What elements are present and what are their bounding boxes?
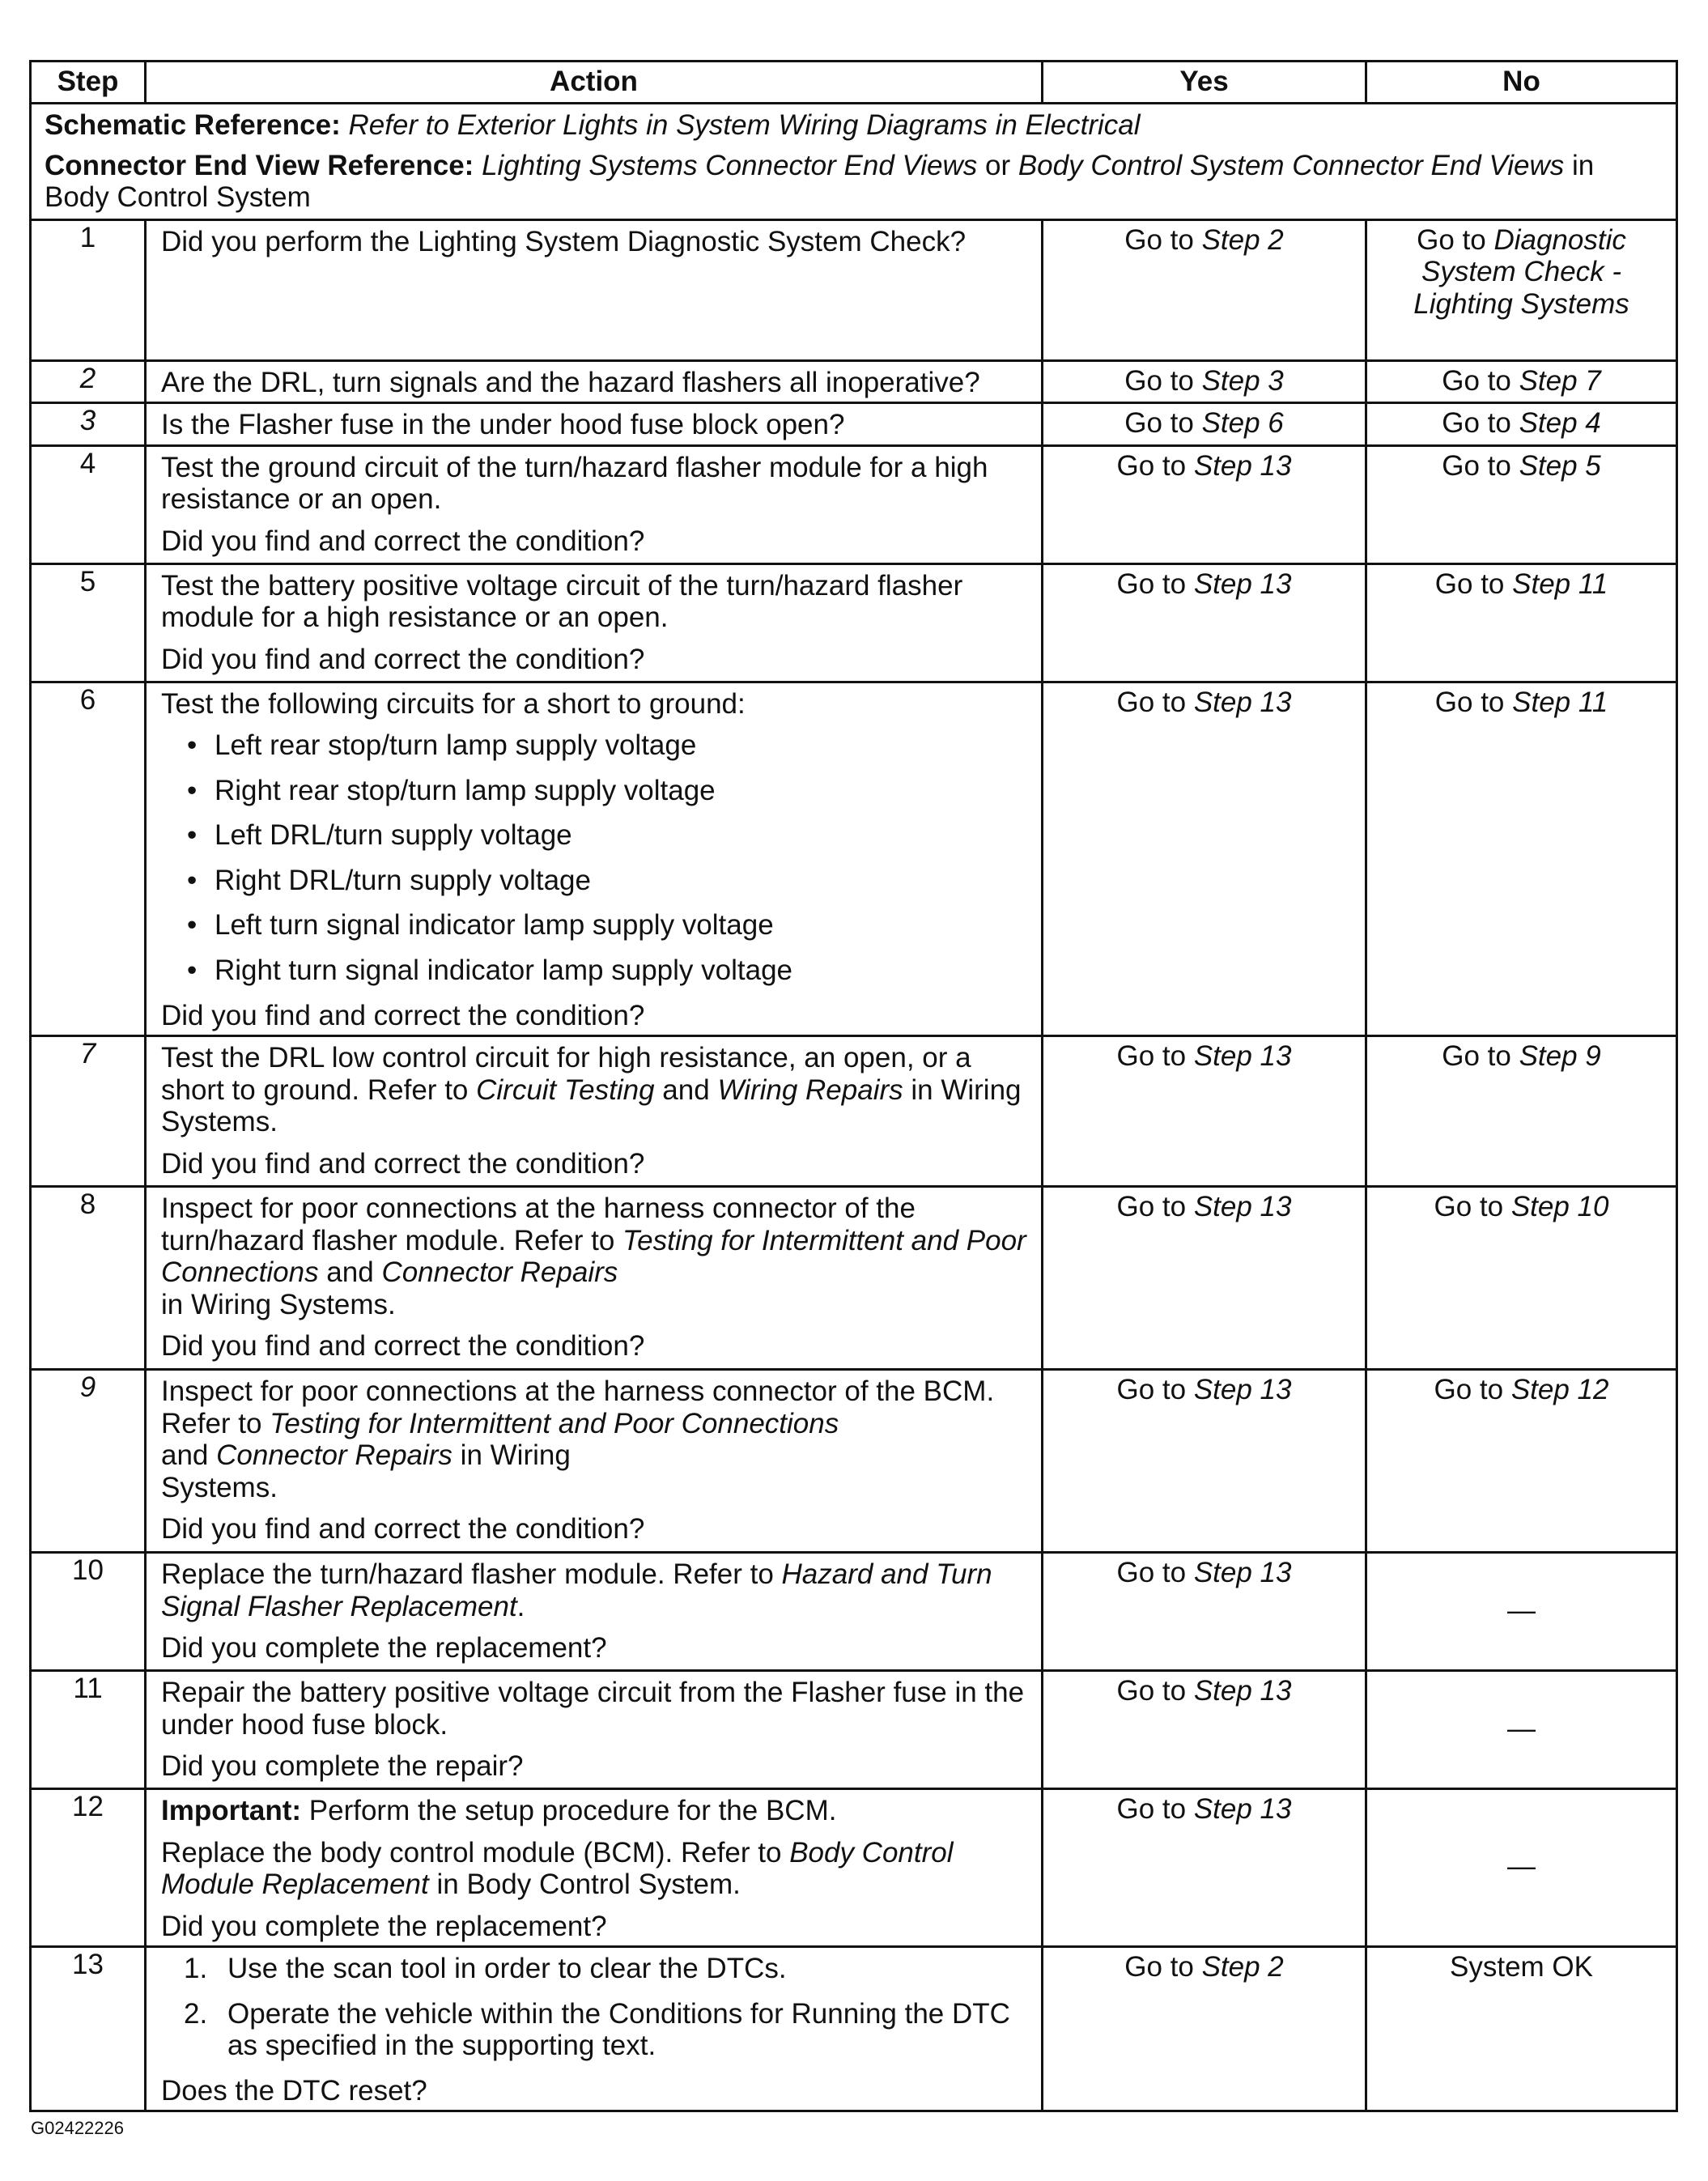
no-cell: [1366, 1187, 1677, 1370]
yes-cell: [1043, 682, 1366, 1035]
schematic-reference-text: Refer to Exterior Lights in System Wiring Diagrams in Electrical: [348, 109, 1141, 141]
list-number: 2.: [184, 1997, 208, 2030]
no-go-to: Go to: [1442, 1040, 1519, 1073]
diagnostic-table: [29, 60, 1678, 2112]
yes-target: Step 13: [1193, 686, 1292, 718]
action-text: Inspect for poor connections at the harness connector of the BCM. Refer to: [161, 1375, 995, 1439]
action-question: Did you find and correct the condition?: [161, 1513, 645, 1545]
yes-go-to: Go to: [1116, 1675, 1194, 1707]
action-question: Did you perform the Lighting System Diagnostic System Check?: [161, 225, 967, 257]
step-number: 10: [31, 1553, 146, 1671]
action-text: in Wiring: [452, 1439, 571, 1472]
reference-link: Connector Repairs: [216, 1439, 452, 1472]
connector-reference-or: or: [977, 149, 1018, 181]
action-question: Did you complete the repair?: [161, 1750, 524, 1783]
table-row: [31, 219, 1677, 360]
action-cell: [146, 563, 1043, 682]
reference-link: Wiring Repairs: [717, 1073, 903, 1106]
table-row: [31, 1036, 1677, 1187]
no-target: Step 10: [1510, 1191, 1609, 1223]
no-result: System OK: [1450, 1951, 1593, 1983]
list-number: 1.: [184, 1953, 208, 1985]
list-item: • Left rear stop/turn lamp supply voltage: [187, 729, 1030, 762]
yes-target: Step 2: [1201, 223, 1284, 256]
yes-cell: [1043, 1671, 1366, 1789]
yes-target: Step 13: [1193, 449, 1292, 482]
circuit-list: [161, 729, 1030, 986]
yes-cell: [1043, 1370, 1366, 1553]
action-text: Inspect for poor connections at the harness connector of the turn/hazard flasher module. Refer to: [161, 1193, 916, 1256]
reference-row: [31, 104, 1677, 220]
no-dash: —: [1507, 1712, 1536, 1745]
list-item: [184, 1953, 1030, 1985]
step-number: 8: [31, 1187, 146, 1370]
action-cell: [146, 1671, 1043, 1789]
action-cell: [146, 403, 1043, 446]
table-row: [31, 1947, 1677, 2111]
yes-go-to: Go to: [1116, 686, 1194, 718]
action-instruction: Test the ground circuit of the turn/hazard flasher module for a high resistance or an open.: [161, 451, 988, 516]
no-go-to: Go to: [1434, 1191, 1511, 1223]
table-row: [31, 1553, 1677, 1671]
action-question: Did you find and correct the condition?: [161, 643, 645, 675]
no-go-to: Go to: [1442, 449, 1519, 482]
no-cell: [1366, 403, 1677, 446]
action-instruction: [161, 1837, 1030, 1901]
connector-reference-link-1: Lighting Systems Connector End Views: [482, 149, 978, 181]
no-dash: —: [1507, 1851, 1536, 1883]
yes-go-to: Go to: [1124, 1951, 1202, 1983]
yes-go-to: Go to: [1116, 449, 1194, 482]
yes-target: Step 2: [1201, 1951, 1284, 1983]
list-item: • Right DRL/turn supply voltage: [187, 865, 1030, 897]
step-number: 4: [31, 445, 146, 563]
reference-link: Testing for Intermittent and Poor Connections: [161, 1224, 1026, 1289]
action-question: Is the Flasher fuse in the under hood fuse block open?: [161, 409, 845, 441]
reference-link: Hazard and Turn Signal Flasher Replacement: [161, 1558, 992, 1622]
yes-target: Step 13: [1193, 1040, 1292, 1073]
no-cell: [1366, 1671, 1677, 1789]
important-text: Perform the setup procedure for the BCM.: [301, 1795, 837, 1827]
header-action: Action: [146, 62, 1043, 104]
diagnostic-table-container: [29, 60, 1676, 2112]
yes-cell: [1043, 403, 1366, 446]
yes-go-to: Go to: [1116, 1191, 1194, 1223]
step-number: 7: [31, 1036, 146, 1187]
connector-reference-tail: in Body Control System: [45, 149, 1595, 214]
yes-cell: [1043, 563, 1366, 682]
action-instruction: [161, 1193, 1030, 1320]
action-question: Does the DTC reset?: [161, 2074, 427, 2107]
action-text: Replace the body control module (BCM). Refer to: [161, 1836, 790, 1869]
table-row: [31, 1671, 1677, 1789]
action-question: Did you find and correct the condition?: [161, 999, 645, 1031]
action-cell: [146, 360, 1043, 403]
step-number: 11: [31, 1671, 146, 1789]
header-yes: Yes: [1043, 62, 1366, 104]
no-target: Step 5: [1519, 449, 1601, 482]
procedure-list: [161, 1953, 1030, 2062]
table-row: [31, 563, 1677, 682]
yes-cell: [1043, 1553, 1366, 1671]
table-row: [31, 403, 1677, 446]
action-question: Did you find and correct the condition?: [161, 1330, 645, 1363]
list-text: Use the scan tool in order to clear the DTCs.: [227, 1953, 787, 1985]
no-target: Step 11: [1512, 568, 1608, 600]
yes-target: Step 13: [1193, 1374, 1292, 1406]
action-text: Replace the turn/hazard flasher module. Refer to: [161, 1558, 782, 1591]
list-item: • Right turn signal indicator lamp supply voltage: [187, 954, 1030, 987]
action-text: and: [318, 1256, 382, 1289]
action-text: and: [654, 1073, 718, 1106]
connector-reference-link-2: Body Control System Connector End Views: [1018, 149, 1565, 181]
action-text: in Wiring Systems.: [161, 1288, 396, 1320]
no-target: Step 9: [1519, 1040, 1601, 1073]
list-item: • Left turn signal indicator lamp supply voltage: [187, 909, 1030, 942]
no-cell: [1366, 1370, 1677, 1553]
no-target: Diagnostic System Check - Lighting Systems: [1413, 223, 1629, 320]
yes-cell: [1043, 1789, 1366, 1947]
connector-reference-label: Connector End View Reference:: [45, 149, 474, 181]
figure-code: G02422226: [31, 2118, 124, 2138]
step-number: 2: [31, 360, 146, 403]
yes-cell: [1043, 360, 1366, 403]
header-no: No: [1366, 62, 1677, 104]
action-instruction: Repair the battery positive voltage circuit from the Flasher fuse in the under hood fuse block.: [161, 1677, 1025, 1741]
action-cell: [146, 1553, 1043, 1671]
action-text: in Wiring Systems.: [161, 1073, 1022, 1138]
action-question: Did you complete the replacement?: [161, 1910, 607, 1942]
no-cell: [1366, 563, 1677, 682]
action-text: and: [161, 1439, 217, 1472]
reference-link: Testing for Intermittent and Poor Connections: [270, 1407, 839, 1439]
schematic-reference-label: Schematic Reference:: [45, 109, 341, 141]
yes-go-to: Go to: [1124, 364, 1202, 397]
action-cell: [146, 1370, 1043, 1553]
header-step: Step: [31, 62, 146, 104]
action-cell: [146, 445, 1043, 563]
no-cell: [1366, 1036, 1677, 1187]
yes-cell: [1043, 1947, 1366, 2111]
action-cell: [146, 1789, 1043, 1947]
yes-go-to: Go to: [1124, 223, 1202, 256]
action-question: Did you find and correct the condition?: [161, 1147, 645, 1180]
action-cell: [146, 1036, 1043, 1187]
yes-cell: [1043, 219, 1366, 360]
no-go-to: Go to: [1442, 407, 1519, 440]
step-number: 1: [31, 219, 146, 360]
action-question: Did you find and correct the condition?: [161, 525, 645, 557]
action-instruction: [161, 1558, 1030, 1622]
no-cell: [1366, 445, 1677, 563]
table-row: [31, 1789, 1677, 1947]
action-instruction: Test the battery positive voltage circuit of the turn/hazard flasher module for a high resistance or an open.: [161, 569, 963, 634]
yes-go-to: Go to: [1116, 1557, 1194, 1589]
yes-go-to: Go to: [1124, 407, 1202, 440]
step-number: 5: [31, 563, 146, 682]
step-number: 12: [31, 1789, 146, 1947]
reference-link: Body Control Module Replacement: [161, 1836, 954, 1901]
no-go-to: Go to: [1434, 686, 1513, 718]
yes-target: Step 3: [1201, 364, 1284, 397]
no-target: Step 7: [1519, 364, 1601, 397]
important-note: [161, 1795, 1030, 1827]
no-cell: [1366, 219, 1677, 360]
action-cell: [146, 682, 1043, 1035]
no-cell: [1366, 1947, 1677, 2111]
no-cell: [1366, 1789, 1677, 1947]
step-number: 13: [31, 1947, 146, 2111]
no-cell: [1366, 360, 1677, 403]
yes-go-to: Go to: [1116, 1374, 1194, 1406]
no-target: Step 12: [1510, 1374, 1609, 1406]
action-instruction: [161, 1375, 1030, 1503]
action-text: in Body Control System.: [428, 1869, 741, 1901]
no-go-to: Go to: [1434, 568, 1513, 600]
connector-reference: [45, 150, 1663, 214]
table-row: [31, 360, 1677, 403]
list-item: • Left DRL/turn supply voltage: [187, 819, 1030, 852]
list-item: • Right rear stop/turn lamp supply voltage: [187, 775, 1030, 807]
important-label: Important:: [161, 1795, 302, 1827]
yes-cell: [1043, 1187, 1366, 1370]
yes-target: Step 13: [1193, 1191, 1292, 1223]
table-row: [31, 1187, 1677, 1370]
no-dash: —: [1507, 1594, 1536, 1626]
action-cell: [146, 1187, 1043, 1370]
yes-cell: [1043, 1036, 1366, 1187]
action-instruction: [161, 1042, 1030, 1138]
action-text: .: [516, 1590, 525, 1622]
schematic-reference: [45, 109, 1663, 142]
header-row: [31, 62, 1677, 104]
action-text: Test the DRL low control circuit for high resistance, an open, or a short to ground. Refer to: [161, 1042, 971, 1106]
no-cell: [1366, 1553, 1677, 1671]
reference-cell: [31, 104, 1677, 220]
no-target: Step 4: [1519, 407, 1601, 440]
yes-go-to: Go to: [1116, 1793, 1194, 1826]
step-number: 3: [31, 403, 146, 446]
step-number: 9: [31, 1370, 146, 1553]
yes-cell: [1043, 445, 1366, 563]
yes-target: Step 13: [1193, 568, 1292, 600]
yes-go-to: Go to: [1116, 568, 1194, 600]
action-question: Are the DRL, turn signals and the hazard flashers all inoperative?: [161, 366, 980, 398]
reference-link: Circuit Testing: [476, 1073, 655, 1106]
step-number: 6: [31, 682, 146, 1035]
reference-link: Connector Repairs: [381, 1256, 618, 1289]
action-text: Systems.: [161, 1471, 278, 1503]
table-row: [31, 1370, 1677, 1553]
yes-target: Step 13: [1193, 1557, 1292, 1589]
no-cell: [1366, 682, 1677, 1035]
no-go-to: Go to: [1442, 364, 1519, 397]
action-instruction: Test the following circuits for a short to ground:: [161, 687, 746, 720]
action-cell: [146, 1947, 1043, 2111]
yes-go-to: Go to: [1116, 1040, 1194, 1073]
no-go-to: Go to: [1434, 1374, 1511, 1406]
no-target: Step 11: [1512, 686, 1608, 718]
table-row: [31, 682, 1677, 1035]
table-row: [31, 445, 1677, 563]
list-text: Operate the vehicle within the Conditions for Running the DTC as specified in the supporting text.: [227, 1997, 1010, 2062]
yes-target: Step 13: [1193, 1675, 1292, 1707]
yes-target: Step 6: [1201, 407, 1284, 440]
action-cell: [146, 219, 1043, 360]
list-item: [184, 1998, 1030, 2062]
yes-target: Step 13: [1193, 1793, 1292, 1826]
action-question: Did you complete the replacement?: [161, 1632, 607, 1664]
no-go-to: Go to: [1417, 223, 1494, 256]
